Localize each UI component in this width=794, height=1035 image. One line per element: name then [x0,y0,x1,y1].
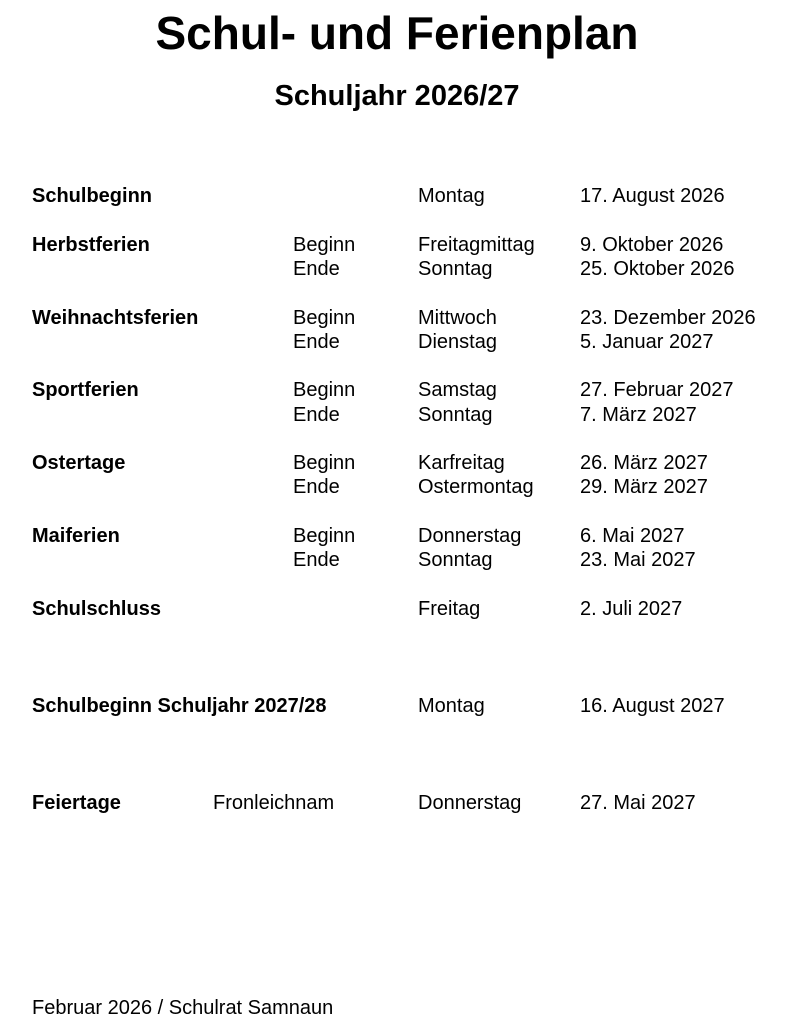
event-date: 27. Mai 2027 [580,792,696,814]
event-date: 23. Dezember 2026 [580,307,756,329]
event-date: 26. März 2027 [580,452,708,474]
event-date: 2. Juli 2027 [580,598,683,620]
holidays-label: Feiertage [32,792,121,814]
event-day: Donnerstag [418,525,522,547]
event-name: Ostertage [32,452,126,474]
event-day: Donnerstag [418,792,522,814]
event-phase: Beginn [293,525,356,547]
holiday-name: Fronleichnam [213,792,335,814]
event-name: Schulschluss [32,598,161,620]
event-name: Schulbeginn [32,185,152,207]
event-phase: Ende [293,258,340,280]
event-date: 29. März 2027 [580,476,708,498]
event-date: 6. Mai 2027 [580,525,685,547]
event-phase: Ende [293,404,340,426]
event-day: Karfreitag [418,452,505,474]
event-name: Herbstferien [32,234,150,256]
page-subtitle: Schuljahr 2026/27 [274,80,520,112]
event-date: 27. Februar 2027 [580,379,734,401]
event-phase: Ende [293,476,340,498]
event-day: Freitag [418,598,481,620]
event-name: Sportferien [32,379,139,401]
event-phase: Beginn [293,452,356,474]
event-date: 23. Mai 2027 [580,549,696,571]
event-date: 16. August 2027 [580,695,725,717]
event-date: 7. März 2027 [580,404,697,426]
event-date: 5. Januar 2027 [580,331,714,353]
event-day: Montag [418,185,485,207]
event-day: Freitagmittag [418,234,535,256]
page-title: Schul- und Ferienplan [155,7,639,59]
event-phase: Ende [293,549,340,571]
event-day: Sonntag [418,404,493,426]
event-day: Samstag [418,379,497,401]
footer-note: Februar 2026 / Schulrat Samnaun [32,997,334,1019]
event-day: Mittwoch [418,307,497,329]
event-day: Sonntag [418,258,493,280]
event-phase: Ende [293,331,340,353]
event-day: Dienstag [418,331,497,353]
event-phase: Beginn [293,307,356,329]
event-name: Schulbeginn Schuljahr 2027/28 [32,695,327,717]
event-phase: Beginn [293,379,356,401]
event-date: 9. Oktober 2026 [580,234,724,256]
event-phase: Beginn [293,234,356,256]
event-name: Maiferien [32,525,120,547]
event-day: Sonntag [418,549,493,571]
event-day: Montag [418,695,485,717]
event-day: Ostermontag [418,476,534,498]
event-date: 17. August 2026 [580,185,725,207]
event-name: Weihnachtsferien [32,307,199,329]
event-date: 25. Oktober 2026 [580,258,735,280]
